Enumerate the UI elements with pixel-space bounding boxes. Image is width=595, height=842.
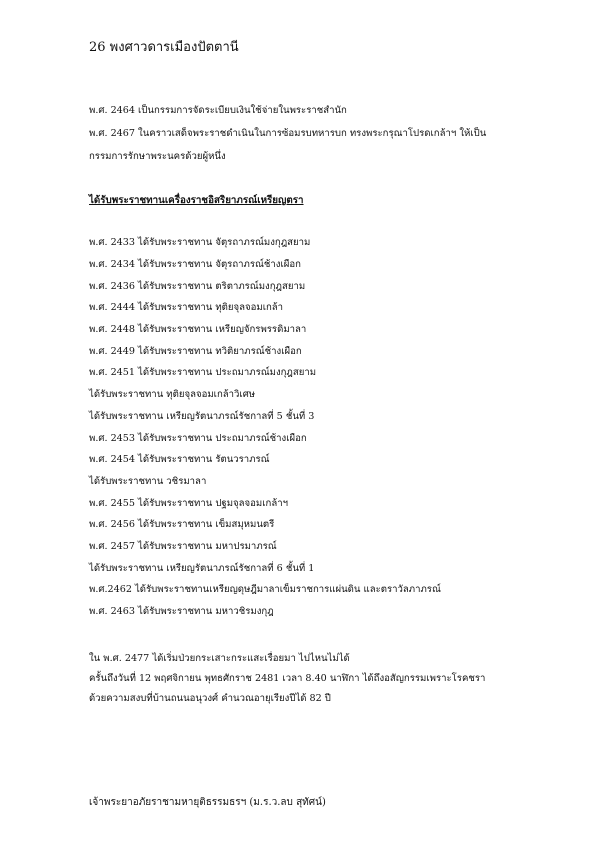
page-header: 26 พงศาวดารเมืองปัตตานี bbox=[89, 40, 239, 55]
award-line: พ.ศ. 2463 ได้รับพระราชทาน มหาวชิรมงกุฎ bbox=[89, 606, 274, 617]
award-line: พ.ศ. 2448 ได้รับพระราชทาน เหรียญจักรพรรดิมาลา bbox=[89, 324, 307, 335]
award-line: พ.ศ. 2454 ได้รับพระราชทาน รัตนวราภรณ์ bbox=[89, 454, 270, 465]
award-line: พ.ศ. 2453 ได้รับพระราชทาน ประถมาภรณ์ช้างเผือก bbox=[89, 433, 307, 444]
award-line: พ.ศ. 2434 ได้รับพระราชทาน จัตุรถาภรณ์ช้างเผือก bbox=[89, 259, 301, 270]
award-line: พ.ศ. 2456 ได้รับพระราชทาน เข็มสมุหมนตรี bbox=[89, 519, 275, 530]
award-line: พ.ศ.2462 ได้รับพระราชทานเหรียญดุษฎีมาลาเข็มราชการแผ่นดิน และตราวัลภาภรณ์ bbox=[89, 584, 441, 595]
award-line: ได้รับพระราชทาน ทุติยจุลจอมเกล้าวิเศษ bbox=[89, 389, 256, 400]
award-line: พ.ศ. 2433 ได้รับพระราชทาน จัตุรถาภรณ์มงกุฎสยาม bbox=[89, 237, 311, 248]
award-line: พ.ศ. 2444 ได้รับพระราชทาน ทุติยจุลจอมเกล้า bbox=[89, 302, 284, 313]
closing-line: ครั้นถึงวันที่ 12 พฤศจิกายน พุทธศักราช 2481 เวลา 8.40 นาฬิกา ได้ถึงอสัญกรรมเพราะโรคชรา bbox=[89, 673, 486, 684]
intro-line: พ.ศ. 2464 เป็นกรรมการจัดระเบียบเงินใช้จ่ายในพระราชสำนัก bbox=[89, 105, 347, 116]
intro-line: พ.ศ. 2467 ในคราวเสด็จพระราชดำเนินในการซ้อมรบทหารบก ทรงพระกรุณาโปรดเกล้าฯ ให้เป็น bbox=[89, 128, 487, 139]
section-heading: ได้รับพระราชทานเครื่องราชอิสริยาภรณ์เหรียญตรา bbox=[89, 195, 304, 206]
award-line: พ.ศ. 2449 ได้รับพระราชทาน ทวิติยาภรณ์ช้างเผือก bbox=[89, 346, 302, 357]
closing-line: ด้วยความสงบที่บ้านถนนอนุวงศ์ คำนวณอายุเรียงปีได้ 82 ปี bbox=[89, 693, 331, 704]
award-line: พ.ศ. 2455 ได้รับพระราชทาน ปฐมจุลจอมเกล้าฯ bbox=[89, 498, 288, 509]
award-line: ได้รับพระราชทาน เหรียญรัตนาภรณ์รัชกาลที่ 6 ชั้นที่ 1 bbox=[89, 563, 315, 574]
award-line: พ.ศ. 2436 ได้รับพระราชทาน ตริตาภรณ์มงกุฎสยาม bbox=[89, 281, 306, 292]
award-line: ได้รับพระราชทาน วชิรมาลา bbox=[89, 476, 207, 487]
page-footer: เจ้าพระยาอภัยราชามหายุติธรรมธรฯ (ม.ร.ว.ลบ สุทัศน์) bbox=[89, 797, 326, 808]
intro-line: กรรมการรักษาพระนครด้วยผู้หนึ่ง bbox=[89, 151, 226, 162]
award-line: ได้รับพระราชทาน เหรียญรัตนาภรณ์รัชกาลที่ 5 ชั้นที่ 3 bbox=[89, 411, 315, 422]
award-line: พ.ศ. 2451 ได้รับพระราชทาน ประถมาภรณ์มงกุฎสยาม bbox=[89, 367, 317, 378]
award-line: พ.ศ. 2457 ได้รับพระราชทาน มหาปรมาภรณ์ bbox=[89, 541, 277, 552]
closing-line: ใน พ.ศ. 2477 ได้เริ่มป่วยกระเสาะกระแสะเรื่อยมา ไปไหนไม่ได้ bbox=[89, 653, 350, 664]
